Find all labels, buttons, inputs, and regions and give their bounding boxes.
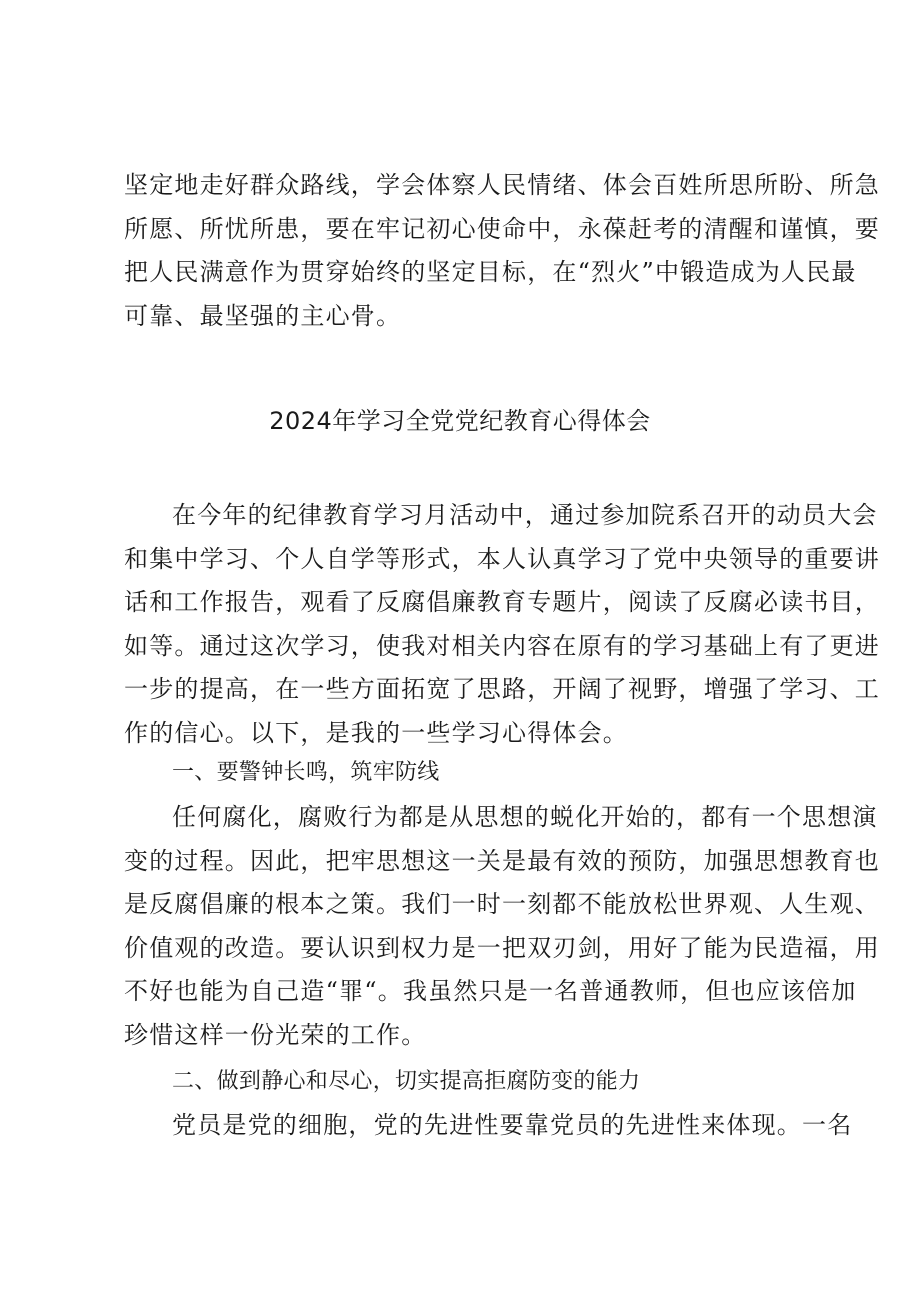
paragraph-section-1 <box>124 796 880 1057</box>
text-line: 可靠、最坚强的主心骨。 <box>124 301 402 330</box>
paragraph-intro-study <box>124 494 880 755</box>
text-line: 把人民满意作为贯穿始终的坚定目标，在“烈火”中锻造成为人民最 <box>124 258 857 286</box>
text-line: 党员是党的细胞，党的先进性要靠党员的先进性来体现。一名 <box>172 1111 853 1139</box>
text-line: 作的信心。以下，是我的一些学习心得体会。 <box>124 718 628 747</box>
text-line: 价值观的改造。要认识到权力是一把双刃剑，用好了能为民造福，用 <box>124 933 880 962</box>
text-line: 不好也能为自己造“罪“。我虽然只是一名普通教师，但也应该倍加 <box>124 977 857 1005</box>
text-line: 是反腐倡廉的根本之策。我们一时一刻都不能放松世界观、人生观、 <box>124 890 880 918</box>
paragraph-section-2 <box>124 1104 853 1148</box>
text-line: 变的过程。因此，把牢思想这一关是最有效的预防，加强思想教育也 <box>124 846 880 875</box>
text-line: 如等。通过这次学习，使我对相关内容在原有的学习基础上有了更进 <box>124 631 880 660</box>
text-line: 话和工作报告，观看了反腐倡廉教育专题片，阅读了反腐必读书目， <box>124 588 880 616</box>
text-line: 珍惜这样一份光荣的工作。 <box>124 1020 427 1049</box>
text-line: 和集中学习、个人自学等形式，本人认真学习了党中央领导的重要讲 <box>124 544 880 573</box>
text-line: 所愿、所忧所患，要在牢记初心使命中，永葆赶考的清醒和谨慎，要 <box>124 214 880 243</box>
section-heading-2: 二、做到静心和尽心，切实提高拒腐防变的能力 <box>172 1069 641 1094</box>
text-line: 坚定地走好群众路线，学会体察人民情绪、体会百姓所思所盼、所急 <box>124 171 880 199</box>
intro-paragraph <box>124 164 880 338</box>
text-line: 一步的提高，在一些方面拓宽了思路，开阔了视野，增强了学习、工 <box>124 675 880 703</box>
text-line: 在今年的纪律教育学习月活动中，通过参加院系召开的动员大会 <box>172 501 878 529</box>
document-title: 2024年学习全党党纪教育心得体会 <box>269 407 651 435</box>
section-heading-1: 一、要警钟长鸣，筑牢防线 <box>172 760 440 785</box>
text-line: 任何腐化，腐败行为都是从思想的蜕化开始的，都有一个思想演 <box>172 803 878 831</box>
